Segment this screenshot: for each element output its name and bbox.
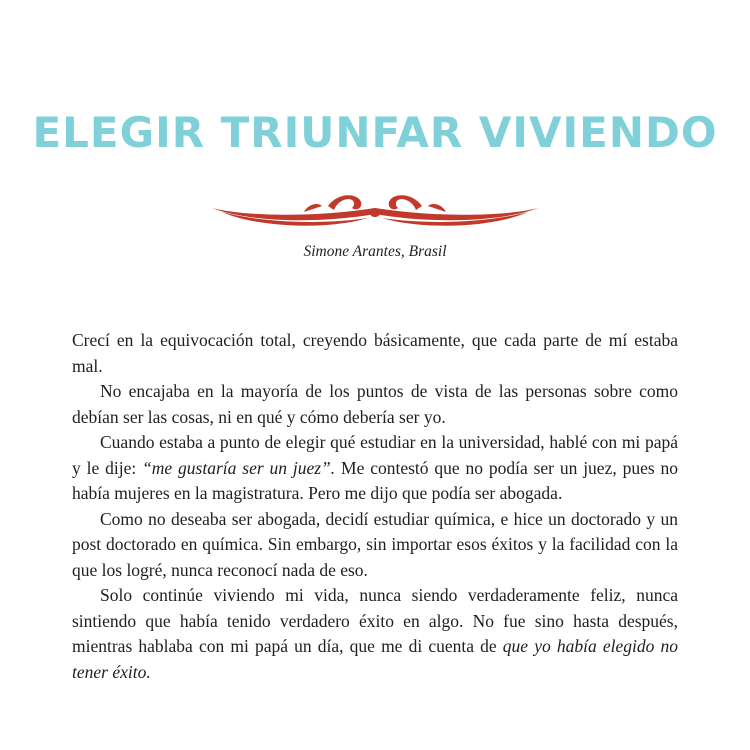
article-body: [72, 328, 678, 685]
paragraph-5-quote: que yo había elegido no tener éxito.: [72, 636, 678, 682]
paragraph-4: Como no deseaba ser abogada, decidí estudiar química, e hice un doctorado y un post doctorado en química. Sin embargo, sin importar esos éxitos y la facilidad con la que los logré, nunca reconocí nada de eso.: [72, 508, 678, 580]
flourish-divider-icon: [208, 190, 542, 230]
paragraph-5: [72, 583, 678, 685]
paragraph-3: [72, 430, 678, 507]
paragraph-2: No encajaba en la mayoría de los puntos de vista de las personas sobre como debían ser las cosas, ni en qué y cómo debería ser yo.: [72, 381, 678, 427]
paragraph-3-quote: “me gustaría ser un juez”.: [142, 457, 336, 478]
paragraph-3-before: Cuando estaba a punto de elegir qué estudiar en la universidad, hablé con mi papá y le dije:: [72, 432, 678, 478]
author-byline: Simone Arantes, Brasil: [303, 243, 447, 260]
paragraph-3-after: Me contestó que no podía ser un juez, pues no había mujeres en la magistratura. Pero me dijo que podía ser abogada.: [72, 457, 679, 503]
paragraph-5-before: Solo continúe viviendo mi vida, nunca siendo verdaderamente feliz, nunca sintiendo que había tenido verdadero éxito en algo. No fue sino hasta después, mientras hablaba con mi papá un día, que me di cuenta de: [72, 585, 678, 656]
paragraph-1: Crecí en la equivocación total, creyendo básicamente, que cada parte de mí estaba mal.: [72, 330, 678, 376]
page-title: ELEGIR TRIUNFAR VIVIENDO: [32, 108, 718, 157]
